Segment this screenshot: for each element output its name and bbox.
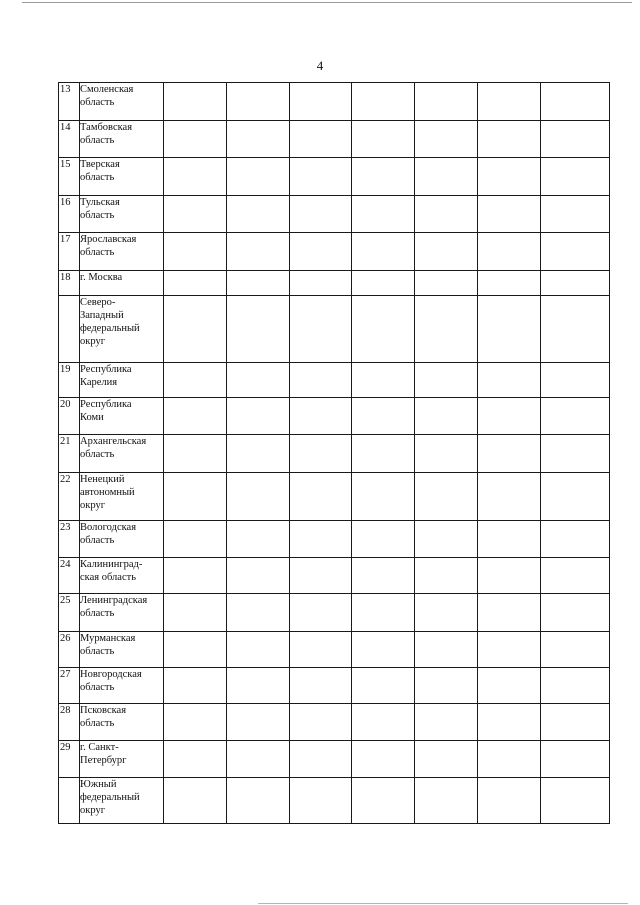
empty-data-cell (227, 473, 290, 521)
row-number-cell (59, 158, 80, 196)
empty-data-cell (478, 558, 541, 594)
empty-data-cell (227, 435, 290, 473)
region-name-cell (80, 521, 164, 558)
empty-data-cell (541, 521, 610, 558)
empty-data-cell (290, 233, 352, 271)
top-border-line (22, 2, 632, 3)
region-name-cell (80, 704, 164, 741)
empty-data-cell (541, 271, 610, 296)
empty-data-cell (415, 121, 478, 158)
table-row (59, 668, 610, 704)
empty-data-cell (290, 296, 352, 363)
empty-data-cell (415, 558, 478, 594)
empty-data-cell (164, 271, 227, 296)
empty-data-cell (227, 196, 290, 233)
empty-data-cell (415, 158, 478, 196)
table-row (59, 158, 610, 196)
empty-data-cell (164, 704, 227, 741)
empty-data-cell (478, 435, 541, 473)
table-row (59, 83, 610, 121)
empty-data-cell (352, 363, 415, 398)
table-row (59, 594, 610, 632)
region-name-cell (80, 196, 164, 233)
empty-data-cell (290, 704, 352, 741)
bottom-scan-line (258, 903, 628, 904)
empty-data-cell (290, 435, 352, 473)
region-name: Псковская область (80, 705, 127, 729)
row-number-cell (59, 398, 80, 435)
empty-data-cell (164, 521, 227, 558)
empty-data-cell (541, 668, 610, 704)
row-number-cell (59, 778, 80, 824)
region-name: Архангельская область (80, 436, 147, 460)
row-number: 20 (60, 399, 71, 410)
empty-data-cell (164, 778, 227, 824)
empty-data-cell (478, 632, 541, 668)
empty-data-cell (352, 271, 415, 296)
empty-data-cell (352, 704, 415, 741)
empty-data-cell (541, 296, 610, 363)
row-number-cell (59, 558, 80, 594)
table-row (59, 741, 610, 778)
empty-data-cell (541, 778, 610, 824)
row-number-cell (59, 632, 80, 668)
region-name: Тверская область (80, 159, 120, 183)
row-number: 24 (60, 559, 71, 570)
row-number: 23 (60, 522, 71, 533)
region-name-cell (80, 668, 164, 704)
table-row (59, 271, 610, 296)
empty-data-cell (290, 778, 352, 824)
empty-data-cell (415, 704, 478, 741)
table-row (59, 521, 610, 558)
empty-data-cell (541, 83, 610, 121)
row-number-cell (59, 196, 80, 233)
region-name: г. Москва (80, 272, 123, 283)
region-name: Южный федеральный округ (80, 779, 140, 816)
empty-data-cell (478, 594, 541, 632)
region-data-table (58, 82, 610, 824)
region-name-cell (80, 558, 164, 594)
empty-data-cell (227, 271, 290, 296)
empty-data-cell (415, 435, 478, 473)
empty-data-cell (164, 363, 227, 398)
row-number-cell (59, 296, 80, 363)
empty-data-cell (164, 594, 227, 632)
empty-data-cell (415, 196, 478, 233)
table-row (59, 435, 610, 473)
empty-data-cell (352, 83, 415, 121)
row-number: 21 (60, 436, 71, 447)
empty-data-cell (478, 296, 541, 363)
row-number: 27 (60, 669, 71, 680)
region-name-cell (80, 632, 164, 668)
region-name-cell (80, 741, 164, 778)
empty-data-cell (290, 398, 352, 435)
empty-data-cell (478, 271, 541, 296)
row-number: 17 (60, 234, 71, 245)
empty-data-cell (541, 363, 610, 398)
table-row (59, 632, 610, 668)
empty-data-cell (227, 741, 290, 778)
empty-data-cell (290, 473, 352, 521)
table-row (59, 196, 610, 233)
empty-data-cell (352, 296, 415, 363)
empty-data-cell (227, 83, 290, 121)
empty-data-cell (478, 83, 541, 121)
empty-data-cell (352, 196, 415, 233)
table-row (59, 296, 610, 363)
row-number-cell (59, 473, 80, 521)
row-number: 16 (60, 197, 71, 208)
empty-data-cell (352, 521, 415, 558)
empty-data-cell (415, 233, 478, 271)
empty-data-cell (164, 121, 227, 158)
empty-data-cell (227, 668, 290, 704)
empty-data-cell (227, 594, 290, 632)
empty-data-cell (227, 558, 290, 594)
region-name: Ярославская область (80, 234, 137, 258)
empty-data-cell (164, 558, 227, 594)
table-row (59, 233, 610, 271)
empty-data-cell (541, 594, 610, 632)
table-row (59, 363, 610, 398)
empty-data-cell (352, 668, 415, 704)
row-number-cell (59, 668, 80, 704)
region-name: Вологодская область (80, 522, 137, 546)
table-row (59, 121, 610, 158)
empty-data-cell (415, 271, 478, 296)
empty-data-cell (352, 473, 415, 521)
row-number: 29 (60, 742, 71, 753)
region-name-cell (80, 296, 164, 363)
row-number: 25 (60, 595, 71, 606)
row-number-cell (59, 83, 80, 121)
empty-data-cell (352, 121, 415, 158)
empty-data-cell (541, 558, 610, 594)
empty-data-cell (164, 435, 227, 473)
empty-data-cell (164, 196, 227, 233)
empty-data-cell (541, 704, 610, 741)
empty-data-cell (541, 158, 610, 196)
empty-data-cell (478, 473, 541, 521)
row-number: 19 (60, 364, 71, 375)
empty-data-cell (541, 233, 610, 271)
empty-data-cell (415, 668, 478, 704)
table-row (59, 558, 610, 594)
region-name: Новгородская область (80, 669, 142, 693)
row-number (59, 779, 60, 790)
empty-data-cell (415, 473, 478, 521)
row-number-cell (59, 233, 80, 271)
empty-data-cell (352, 741, 415, 778)
region-name: Ненецкий автономный округ (80, 474, 135, 511)
region-name-cell (80, 778, 164, 824)
region-name: Республика Карелия (80, 364, 132, 388)
row-number: 26 (60, 633, 71, 644)
table-row (59, 778, 610, 824)
empty-data-cell (164, 741, 227, 778)
empty-data-cell (290, 668, 352, 704)
empty-data-cell (352, 398, 415, 435)
row-number (59, 297, 60, 308)
row-number-cell (59, 271, 80, 296)
empty-data-cell (478, 521, 541, 558)
empty-data-cell (290, 521, 352, 558)
region-name-cell (80, 158, 164, 196)
table-row (59, 473, 610, 521)
row-number-cell (59, 521, 80, 558)
empty-data-cell (290, 158, 352, 196)
empty-data-cell (478, 778, 541, 824)
row-number: 18 (60, 272, 71, 283)
empty-data-cell (227, 233, 290, 271)
empty-data-cell (478, 398, 541, 435)
empty-data-cell (415, 632, 478, 668)
empty-data-cell (352, 435, 415, 473)
empty-data-cell (227, 704, 290, 741)
empty-data-cell (227, 398, 290, 435)
row-number-cell (59, 121, 80, 158)
empty-data-cell (290, 632, 352, 668)
empty-data-cell (164, 398, 227, 435)
empty-data-cell (352, 233, 415, 271)
region-name: Смоленская область (80, 84, 134, 108)
empty-data-cell (290, 271, 352, 296)
region-name-cell (80, 435, 164, 473)
empty-data-cell (227, 121, 290, 158)
region-name: Тульская область (80, 197, 120, 221)
region-name: Тамбовская область (80, 122, 133, 146)
region-name: Калининград- ская область (80, 559, 143, 583)
region-name-cell (80, 473, 164, 521)
row-number-cell (59, 704, 80, 741)
empty-data-cell (415, 83, 478, 121)
empty-data-cell (227, 158, 290, 196)
region-name-cell (80, 398, 164, 435)
empty-data-cell (541, 435, 610, 473)
empty-data-cell (541, 741, 610, 778)
region-name: Ленинградская область (80, 595, 148, 619)
region-name: Северо- Западный федеральный округ (80, 297, 140, 347)
empty-data-cell (541, 473, 610, 521)
page-number: 4 (316, 58, 324, 73)
empty-data-cell (541, 121, 610, 158)
empty-data-cell (541, 398, 610, 435)
empty-data-cell (478, 233, 541, 271)
empty-data-cell (352, 594, 415, 632)
row-number-cell (59, 594, 80, 632)
row-number-cell (59, 435, 80, 473)
region-name-cell (80, 233, 164, 271)
empty-data-cell (227, 363, 290, 398)
empty-data-cell (164, 233, 227, 271)
empty-data-cell (290, 196, 352, 233)
empty-data-cell (352, 632, 415, 668)
empty-data-cell (415, 741, 478, 778)
empty-data-cell (415, 398, 478, 435)
region-name-cell (80, 83, 164, 121)
empty-data-cell (415, 778, 478, 824)
empty-data-cell (290, 363, 352, 398)
region-name: Мурманская область (80, 633, 136, 657)
empty-data-cell (352, 558, 415, 594)
empty-data-cell (227, 521, 290, 558)
row-number: 22 (60, 474, 71, 485)
row-number-cell (59, 741, 80, 778)
region-name-cell (80, 594, 164, 632)
empty-data-cell (227, 296, 290, 363)
empty-data-cell (415, 521, 478, 558)
table-row (59, 704, 610, 741)
empty-data-cell (164, 158, 227, 196)
empty-data-cell (164, 473, 227, 521)
region-name-cell (80, 271, 164, 296)
table-row (59, 398, 610, 435)
empty-data-cell (290, 83, 352, 121)
empty-data-cell (227, 778, 290, 824)
empty-data-cell (164, 83, 227, 121)
region-name-cell (80, 121, 164, 158)
empty-data-cell (352, 778, 415, 824)
empty-data-cell (290, 741, 352, 778)
empty-data-cell (478, 668, 541, 704)
empty-data-cell (415, 594, 478, 632)
row-number: 14 (60, 122, 71, 133)
empty-data-cell (478, 741, 541, 778)
row-number: 13 (60, 84, 71, 95)
empty-data-cell (478, 363, 541, 398)
row-number: 28 (60, 705, 71, 716)
empty-data-cell (478, 158, 541, 196)
empty-data-cell (290, 121, 352, 158)
empty-data-cell (290, 594, 352, 632)
empty-data-cell (290, 558, 352, 594)
empty-data-cell (227, 632, 290, 668)
empty-data-cell (478, 196, 541, 233)
region-name: г. Санкт- Петербург (80, 742, 127, 766)
empty-data-cell (164, 668, 227, 704)
region-name: Республика Коми (80, 399, 132, 423)
empty-data-cell (415, 296, 478, 363)
empty-data-cell (164, 296, 227, 363)
empty-data-cell (352, 158, 415, 196)
row-number: 15 (60, 159, 71, 170)
empty-data-cell (478, 704, 541, 741)
region-name-cell (80, 363, 164, 398)
empty-data-cell (478, 121, 541, 158)
empty-data-cell (164, 632, 227, 668)
row-number-cell (59, 363, 80, 398)
empty-data-cell (415, 363, 478, 398)
empty-data-cell (541, 632, 610, 668)
empty-data-cell (541, 196, 610, 233)
